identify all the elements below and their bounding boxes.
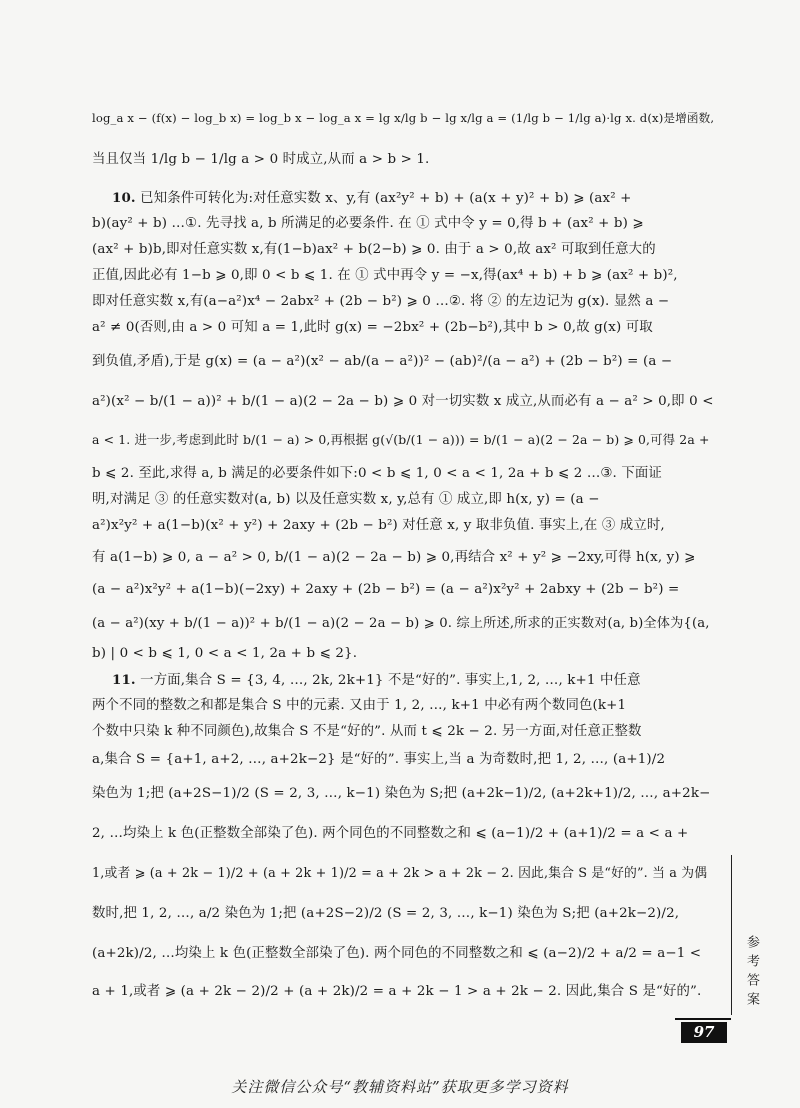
sidebar-rule <box>731 855 732 1015</box>
text-line: a²)(x² − b/(1 − a))² + b/(1 − a)(2 − 2a − b) ⩾ 0 对一切实数 x 成立,从而必有 a − a² > 0,即 0 < <box>92 394 714 409</box>
text-line: 明,对满足 ③ 的任意实数对(a, b) 以及任意实数 x, y,总有 ① 成立,即 h(x, y) = (a − <box>92 492 600 507</box>
text-line: 数时,把 1, 2, …, a/2 染色为 1;把 (a+2S−2)/2 (S = 2, 3, …, k−1) 染色为 S;把 (a+2k−2)/2, <box>92 906 680 921</box>
text-line: 1,或者 ⩾ (a + 2k − 1)/2 + (a + 2k + 1)/2 = a + 2k > a + 2k − 2. 因此,集合 S 是“好的”. 当 a 为偶 <box>92 866 708 881</box>
text-line: a²)x²y² + a(1−b)(x² + y²) + 2axy + (2b − b²) 对任意 x, y 取非负值. 事实上,在 ③ 成立时, <box>92 518 665 533</box>
text-line: log_a x − (f(x) − log_b x) = log_b x − log_a x = lg x/lg b − lg x/lg a = (1/lg b − 1/lg a)·lg x. d(x)是增函数, <box>92 111 715 125</box>
sidebar-label: 参考答案 <box>744 935 759 1011</box>
page-number: 97 <box>681 1022 727 1043</box>
text-line: a < 1. 进一步,考虑到此时 b/(1 − a) > 0,再根据 g(√(b/(1 − a))) = b/(1 − a)(2 − 2a − b) ⩾ 0,可得 2a + <box>92 432 710 447</box>
text-line: b ⩽ 2. 至此,求得 a, b 满足的必要条件如下:0 < b ⩽ 1, 0 < a < 1, 2a + b ⩽ 2 …③. 下面证 <box>92 466 662 481</box>
text-line: b) | 0 < b ⩽ 1, 0 < a < 1, 2a + b ⩽ 2}. <box>92 646 358 661</box>
text-line: (ax² + b)b,即对任意实数 x,有(1−b)ax² + b(2−b) ⩾ 0. 由于 a > 0,故 ax² 可取到任意大的 <box>92 242 656 257</box>
text-line: b)(ay² + b) …①. 先寻找 a, b 所满足的必要条件. 在 ① 式中令 y = 0,得 b + (ax² + b) ⩾ <box>92 216 644 231</box>
page-number-rule <box>675 1018 731 1020</box>
question-number: 10. <box>112 190 136 206</box>
text-line: 染色为 1;把 (a+2S−1)/2 (S = 2, 3, …, k−1) 染色为 S;把 (a+2k−1)/2, (a+2k+1)/2, …, a+2k− <box>92 786 711 801</box>
text-line: 有 a(1−b) ⩾ 0, a − a² > 0, b/(1 − a)(2 − 2a − b) ⩾ 0,再结合 x² + y² ⩾ −2xy,可得 h(x, y) ⩾ <box>92 550 696 565</box>
text-line: (a − a²)(xy + b/(1 − a))² + b/(1 − a)(2 − 2a − b) ⩾ 0. 综上所述,所求的正实数对(a, b)全体为{(a, <box>92 616 710 631</box>
text-line: 两个不同的整数之和都是集合 S 中的元素. 又由于 1, 2, …, k+1 中必有两个数同色(k+1 <box>92 698 627 713</box>
footer-note: 关注微信公众号“教辅资料站”获取更多学习资料 <box>231 1078 569 1096</box>
text-line: 正值,因此必有 1−b ⩾ 0,即 0 < b ⩽ 1. 在 ① 式中再令 y = −x,得(ax⁴ + b) + b ⩾ (ax² + b)², <box>92 268 678 283</box>
text-line: 当且仅当 1/lg b − 1/lg a > 0 时成立,从而 a > b > 1. <box>92 152 430 167</box>
section-sidebar <box>728 855 768 1015</box>
text-line: 到负值,矛盾),于是 g(x) = (a − a²)(x² − ab/(a − a²))² − (ab)²/(a − a²) + (2b − b²) = (a − <box>92 354 673 369</box>
question-11-start: 11. 一方面,集合 S = {3, 4, …, 2k, 2k+1} 不是“好的”. 事实上,1, 2, …, k+1 中任意 <box>112 672 641 688</box>
question-10-start: 10. 已知条件可转化为:对任意实数 x、y,有 (ax²y² + b) + (a(x + y)² + b) ⩾ (ax² + <box>112 190 632 206</box>
question-number: 11. <box>112 672 136 688</box>
text-line: 即对任意实数 x,有(a−a²)x⁴ − 2abx² + (2b − b²) ⩾ 0 …②. 将 ② 的左边记为 g(x). 显然 a − <box>92 294 670 309</box>
text-line: a,集合 S = {a+1, a+2, …, a+2k−2} 是“好的”. 事实上,当 a 为奇数时,把 1, 2, …, (a+1)/2 <box>92 752 666 767</box>
text-line: 2, …均染上 k 色(正整数全部染了色). 两个同色的不同整数之和 ⩽ (a−1)/2 + (a+1)/2 = a < a + <box>92 826 689 841</box>
text-line: 个数中只染 k 种不同颜色),故集合 S 不是“好的”. 从而 t ⩽ 2k − 2. 另一方面,对任意正整数 <box>92 724 642 739</box>
text-line: a + 1,或者 ⩾ (a + 2k − 2)/2 + (a + 2k)/2 = a + 2k − 1 > a + 2k − 2. 因此,集合 S 是“好的”. <box>92 984 702 999</box>
text-line: (a − a²)x²y² + a(1−b)(−2xy) + 2axy + (2b − b²) = (a − a²)x²y² + 2abxy + (2b − b²) = <box>92 582 680 597</box>
text-line: a² ≠ 0(否则,由 a > 0 可知 a = 1,此时 g(x) = −2bx² + (2b−b²),其中 b > 0,故 g(x) 可取 <box>92 320 653 335</box>
text-line: (a+2k)/2, …均染上 k 色(正整数全部染了色). 两个同色的不同整数之和 ⩽ (a−2)/2 + a/2 = a−1 < <box>92 946 702 961</box>
